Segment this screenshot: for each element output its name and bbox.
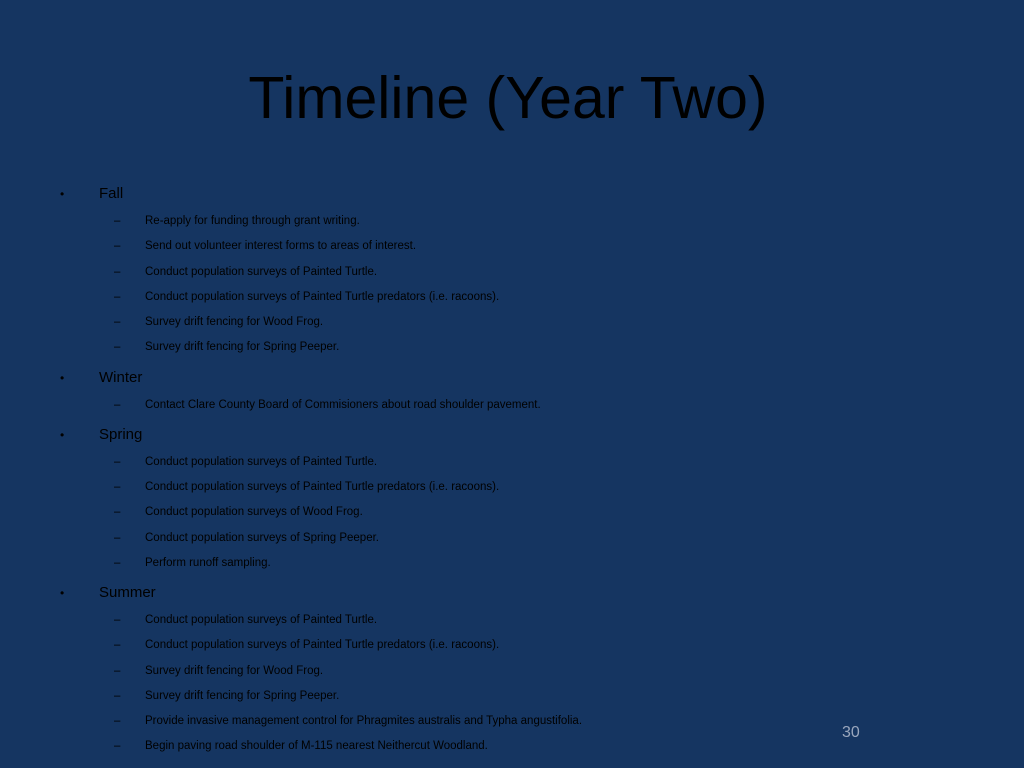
task-text: Survey drift fencing for Spring Peeper. bbox=[145, 341, 340, 354]
season-heading bbox=[0, 424, 1024, 446]
task-text: Survey drift fencing for Wood Frog. bbox=[145, 664, 324, 677]
task-list bbox=[0, 393, 1024, 418]
season-heading bbox=[0, 183, 1024, 205]
dash-icon: – bbox=[114, 639, 121, 652]
dash-icon: – bbox=[114, 265, 121, 278]
task-text: Survey drift fencing for Spring Peeper. bbox=[145, 689, 340, 702]
bullet-icon: • bbox=[60, 586, 65, 600]
list-item bbox=[0, 633, 1024, 658]
dash-icon: – bbox=[114, 290, 121, 303]
task-text: Begin paving road shoulder of M-115 nearest Neithercut Woodland. bbox=[145, 740, 488, 753]
season-label: Summer bbox=[99, 584, 156, 601]
task-text: Perform runoff sampling. bbox=[145, 556, 271, 569]
task-list bbox=[0, 450, 1024, 576]
dash-icon: – bbox=[114, 481, 121, 493]
dash-icon: – bbox=[114, 506, 121, 519]
list-item bbox=[0, 659, 1024, 684]
task-text: Conduct population surveys of Wood Frog. bbox=[145, 506, 363, 519]
bullet-icon: • bbox=[60, 370, 65, 385]
dash-icon: – bbox=[114, 556, 121, 569]
list-item bbox=[0, 734, 1024, 759]
task-list bbox=[0, 608, 1024, 760]
task-text: Conduct population surveys of Painted Turtle. bbox=[145, 455, 378, 468]
dash-icon: – bbox=[114, 715, 121, 727]
dash-icon: – bbox=[114, 614, 121, 626]
task-text: Conduct population surveys of Spring Peeper. bbox=[145, 531, 379, 544]
task-text: Contact Clare County Board of Commisioners about road shoulder pavement. bbox=[145, 398, 541, 411]
list-item bbox=[0, 285, 1024, 310]
season-label: Fall bbox=[99, 185, 124, 202]
task-list bbox=[0, 209, 1024, 361]
list-item bbox=[0, 608, 1024, 633]
list-item bbox=[0, 310, 1024, 335]
list-item bbox=[0, 551, 1024, 576]
list-item bbox=[0, 393, 1024, 418]
task-text: Survey drift fencing for Wood Frog. bbox=[145, 316, 324, 328]
section-winter bbox=[0, 367, 1024, 418]
task-text: Conduct population surveys of Painted Turtle predators (i.e. racoons). bbox=[145, 639, 500, 652]
list-item bbox=[0, 709, 1024, 734]
task-text: Conduct population surveys of Painted Turtle. bbox=[145, 265, 378, 278]
task-text: Send out volunteer interest forms to areas of interest. bbox=[145, 240, 417, 253]
list-item bbox=[0, 260, 1024, 285]
task-text: Re-apply for funding through grant writing. bbox=[145, 215, 360, 227]
task-text: Provide invasive management control for Phragmites australis and Typha angustifolia. bbox=[145, 715, 583, 727]
task-text: Conduct population surveys of Painted Turtle predators (i.e. racoons). bbox=[145, 290, 500, 303]
list-item bbox=[0, 234, 1024, 259]
season-heading bbox=[0, 582, 1024, 604]
dash-icon: – bbox=[114, 689, 121, 702]
list-item bbox=[0, 475, 1024, 500]
dash-icon: – bbox=[114, 398, 121, 411]
dash-icon: – bbox=[114, 531, 121, 544]
bullet-icon: • bbox=[60, 187, 65, 201]
dash-icon: – bbox=[114, 240, 121, 253]
section-fall bbox=[0, 183, 1024, 361]
section-summer bbox=[0, 582, 1024, 760]
page-number: 30 bbox=[842, 724, 860, 741]
bullet-icon: • bbox=[60, 427, 65, 442]
list-item bbox=[0, 526, 1024, 551]
season-label: Spring bbox=[99, 425, 143, 443]
list-item bbox=[0, 684, 1024, 709]
season-label: Winter bbox=[99, 368, 143, 386]
slide-content bbox=[0, 183, 1024, 766]
section-spring bbox=[0, 424, 1024, 576]
dash-icon: – bbox=[114, 316, 121, 328]
task-text: Conduct population surveys of Painted Turtle. bbox=[145, 614, 378, 626]
list-item bbox=[0, 335, 1024, 360]
dash-icon: – bbox=[114, 341, 121, 354]
task-text: Conduct population surveys of Painted Turtle predators (i.e. racoons). bbox=[145, 481, 500, 493]
dash-icon: – bbox=[114, 664, 121, 677]
list-item bbox=[0, 209, 1024, 234]
list-item bbox=[0, 450, 1024, 475]
slide-title: Timeline (Year Two) bbox=[248, 65, 768, 131]
list-item bbox=[0, 500, 1024, 525]
dash-icon: – bbox=[114, 740, 121, 753]
season-heading bbox=[0, 367, 1024, 389]
dash-icon: – bbox=[114, 215, 121, 227]
dash-icon: – bbox=[114, 455, 121, 468]
